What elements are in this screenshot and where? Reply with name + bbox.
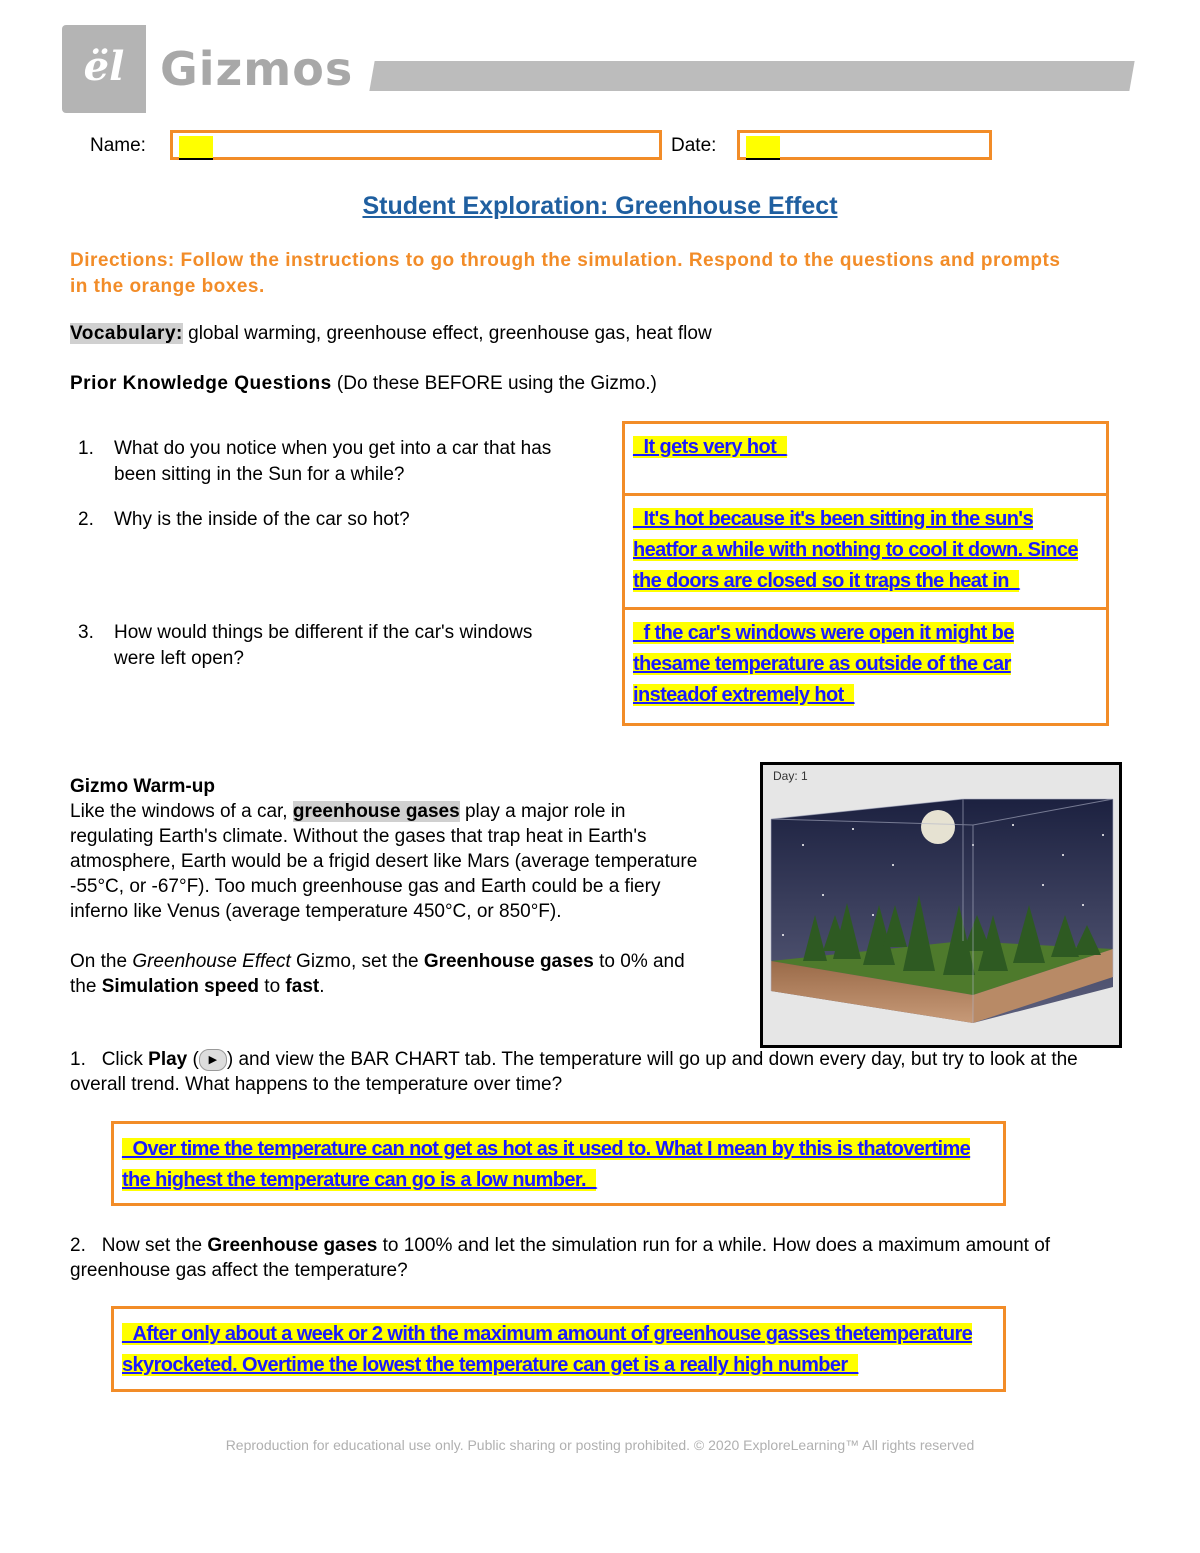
logo-glyph: ël xyxy=(83,43,125,90)
prior-knowledge-heading xyxy=(70,373,657,395)
answer-line: heatfor a while with nothing to cool it down. Since xyxy=(633,539,1078,561)
question-number: 3. xyxy=(78,622,94,643)
page-title: Student Exploration: Greenhouse Effect xyxy=(362,192,838,220)
night-forest-cube-image xyxy=(763,765,1119,1045)
name-field-highlight xyxy=(179,136,213,160)
prior-question-3 xyxy=(78,620,618,680)
date-field-highlight xyxy=(746,136,780,160)
vocabulary-text: global warming, greenhouse effect, greenhouse gas, heat flow xyxy=(182,323,712,344)
answer-box-q1[interactable] xyxy=(111,1121,1006,1206)
answer-line: skyrocketed. Overtime the lowest the temperature can get is a really high number_ xyxy=(122,1354,859,1376)
play-icon: ▶ xyxy=(199,1049,227,1071)
question-number: 1. xyxy=(78,438,94,459)
simulation-screenshot xyxy=(760,762,1122,1048)
question-number: 2. xyxy=(70,1235,86,1256)
question-number: 2. xyxy=(78,509,94,530)
question-line: What do you notice when you get into a car that has xyxy=(114,438,552,459)
question-1: 1. Click Play ( ▶ ) and view the BAR CHART tab. The temperature will go up and down every day, but try to look at the overall trend. What happens to the temperature over time? xyxy=(70,1049,1078,1095)
name-field[interactable] xyxy=(170,130,662,160)
prior-heading: Prior Knowledge Questions xyxy=(70,373,332,394)
prior-answer-table xyxy=(622,421,1109,726)
date-field[interactable] xyxy=(737,130,992,160)
brand-name: Gizmos xyxy=(160,42,354,96)
answer-line: the doors are closed so it traps the heat in_ xyxy=(633,570,1020,592)
name-label: Name: xyxy=(90,135,146,156)
header-banner xyxy=(369,61,1134,91)
vocabulary-label: Vocabulary: xyxy=(70,323,183,344)
answer-box-3[interactable] xyxy=(625,610,1106,723)
answer-line: _After only about a week or 2 with the maximum amount of greenhouse gasses thetemperature xyxy=(122,1323,973,1345)
answer-line: _It gets very hot_ xyxy=(633,436,787,458)
sim-day-label: Day: 1 xyxy=(773,769,808,783)
moon-icon xyxy=(921,810,955,844)
question-line: were left open? xyxy=(114,648,244,669)
answer-line: _It's hot because it's been sitting in the sun's xyxy=(633,508,1033,530)
warmup-heading: Gizmo Warm-up xyxy=(70,776,215,797)
prior-question-2 xyxy=(78,507,618,537)
vocabulary xyxy=(70,323,712,345)
warmup-section xyxy=(70,774,720,999)
answer-line: the highest the temperature can go is a low number._ xyxy=(122,1169,597,1191)
gizmos-logo xyxy=(62,25,146,113)
directions: Directions: Follow the instructions to go through the simulation. Respond to the questions and prompts in the orange boxes. xyxy=(70,250,1061,297)
answer-box-q2[interactable] xyxy=(111,1306,1006,1392)
question-line: Why is the inside of the car so hot? xyxy=(114,509,410,530)
answer-box-1[interactable] xyxy=(625,424,1106,496)
question-2: 2. Now set the Greenhouse gases to 100% and let the simulation run for a while. How does a maximum amount of greenhouse gas affect the temperature? xyxy=(70,1235,1051,1281)
date-label: Date: xyxy=(671,135,717,156)
question-line: been sitting in the Sun for a while? xyxy=(114,464,405,485)
answer-line: _f the car's windows were open it might be xyxy=(633,622,1014,644)
greenhouse-gases-highlight: greenhouse gases xyxy=(292,801,460,822)
warmup-paragraph-2: On the Greenhouse Effect Gizmo, set the Greenhouse gases to 0% and the Simulation speed to fast. xyxy=(70,951,685,997)
answer-line: thesame temperature as outside of the car xyxy=(633,653,1011,675)
answer-line: _Over time the temperature can not get as hot as it used to. What I mean by this is thatovertime xyxy=(122,1138,971,1160)
prior-note: (Do these BEFORE using the Gizmo.) xyxy=(331,373,657,394)
answer-line: insteadof extremely hot_ xyxy=(633,684,855,706)
question-line: How would things be different if the car's windows xyxy=(114,622,533,643)
prior-question-1 xyxy=(78,436,618,496)
question-number: 1. xyxy=(70,1049,86,1070)
answer-box-2[interactable] xyxy=(625,496,1106,610)
warmup-paragraph-1: Like the windows of a car, greenhouse gases play a major role in regulating Earth's climate. Without the gases that trap heat in Earth's atmosphere, Earth would be a frigid desert like Mars (average temperature -55°C, or -67°F). Too much greenhouse gas and Earth could be a fiery inferno like Venus (average temperature 450°C, or 850°F). xyxy=(70,801,698,922)
footer-copyright: Reproduction for educational use only. Public sharing or posting prohibited. © 2020 ExploreLearning™ All rights reserved xyxy=(225,1437,975,1453)
